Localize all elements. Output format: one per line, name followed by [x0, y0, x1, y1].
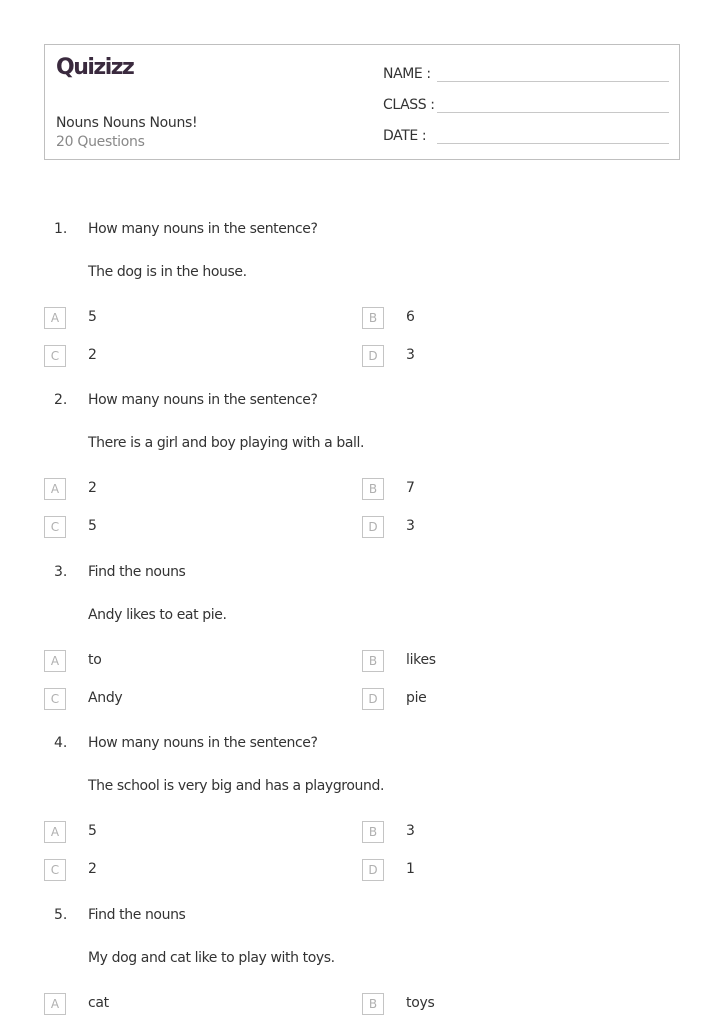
question-text: How many nouns in the sentence?	[88, 221, 318, 237]
question-number: 4.	[54, 735, 68, 751]
option-letter-box[interactable]: C	[44, 516, 66, 538]
option-text: 3	[406, 347, 415, 363]
option-letter-box[interactable]: D	[362, 859, 384, 881]
question-text: How many nouns in the sentence?	[88, 735, 318, 751]
class-label: CLASS :	[383, 97, 435, 113]
question-sentence: There is a girl and boy playing with a ball.	[88, 435, 365, 451]
question-text: Find the nouns	[88, 907, 186, 923]
date-field[interactable]	[383, 124, 669, 144]
option-text: 5	[88, 518, 97, 534]
worksheet-title: Nouns Nouns Nouns!	[56, 115, 198, 131]
option-text: toys	[406, 995, 435, 1011]
class-field[interactable]	[383, 93, 669, 113]
question-text: How many nouns in the sentence?	[88, 392, 318, 408]
question-sentence: The dog is in the house.	[88, 264, 247, 280]
option-text: 7	[406, 480, 415, 496]
question-number: 2.	[54, 392, 68, 408]
option-text: cat	[88, 995, 109, 1011]
option-text: Andy	[88, 690, 123, 706]
option-letter-box[interactable]: D	[362, 516, 384, 538]
option-text: 5	[88, 309, 97, 325]
option-text: 3	[406, 518, 415, 534]
question-sentence: Andy likes to eat pie.	[88, 607, 227, 623]
option-letter-box[interactable]: D	[362, 345, 384, 367]
worksheet-header	[44, 44, 680, 160]
option-text: 3	[406, 823, 415, 839]
option-letter-box[interactable]: B	[362, 821, 384, 843]
option-text: 2	[88, 480, 97, 496]
question-text: Find the nouns	[88, 564, 186, 580]
question-sentence: The school is very big and has a playground.	[88, 778, 384, 794]
option-letter-box[interactable]: A	[44, 307, 66, 329]
option-letter-box[interactable]: A	[44, 821, 66, 843]
quizizz-logo: Quizizz	[56, 55, 134, 80]
question-number: 1.	[54, 221, 68, 237]
question-count: 20 Questions	[56, 134, 145, 150]
option-text: likes	[406, 652, 436, 668]
option-text: 1	[406, 861, 415, 877]
option-letter-box[interactable]: B	[362, 650, 384, 672]
date-label: DATE :	[383, 128, 427, 144]
option-text: pie	[406, 690, 427, 706]
question-sentence: My dog and cat like to play with toys.	[88, 950, 335, 966]
date-line[interactable]	[437, 143, 669, 144]
option-letter-box[interactable]: B	[362, 993, 384, 1015]
option-text: 5	[88, 823, 97, 839]
option-letter-box[interactable]: B	[362, 478, 384, 500]
option-text: 2	[88, 861, 97, 877]
option-letter-box[interactable]: A	[44, 478, 66, 500]
option-letter-box[interactable]: C	[44, 688, 66, 710]
option-letter-box[interactable]: D	[362, 688, 384, 710]
option-letter-box[interactable]: B	[362, 307, 384, 329]
name-line[interactable]	[437, 81, 669, 82]
name-label: NAME :	[383, 66, 431, 82]
name-field[interactable]	[383, 62, 669, 82]
option-letter-box[interactable]: C	[44, 859, 66, 881]
option-text: 6	[406, 309, 415, 325]
question-number: 3.	[54, 564, 68, 580]
option-text: 2	[88, 347, 97, 363]
option-letter-box[interactable]: A	[44, 650, 66, 672]
option-letter-box[interactable]: C	[44, 345, 66, 367]
question-number: 5.	[54, 907, 68, 923]
class-line[interactable]	[437, 112, 669, 113]
option-letter-box[interactable]: A	[44, 993, 66, 1015]
option-text: to	[88, 652, 102, 668]
